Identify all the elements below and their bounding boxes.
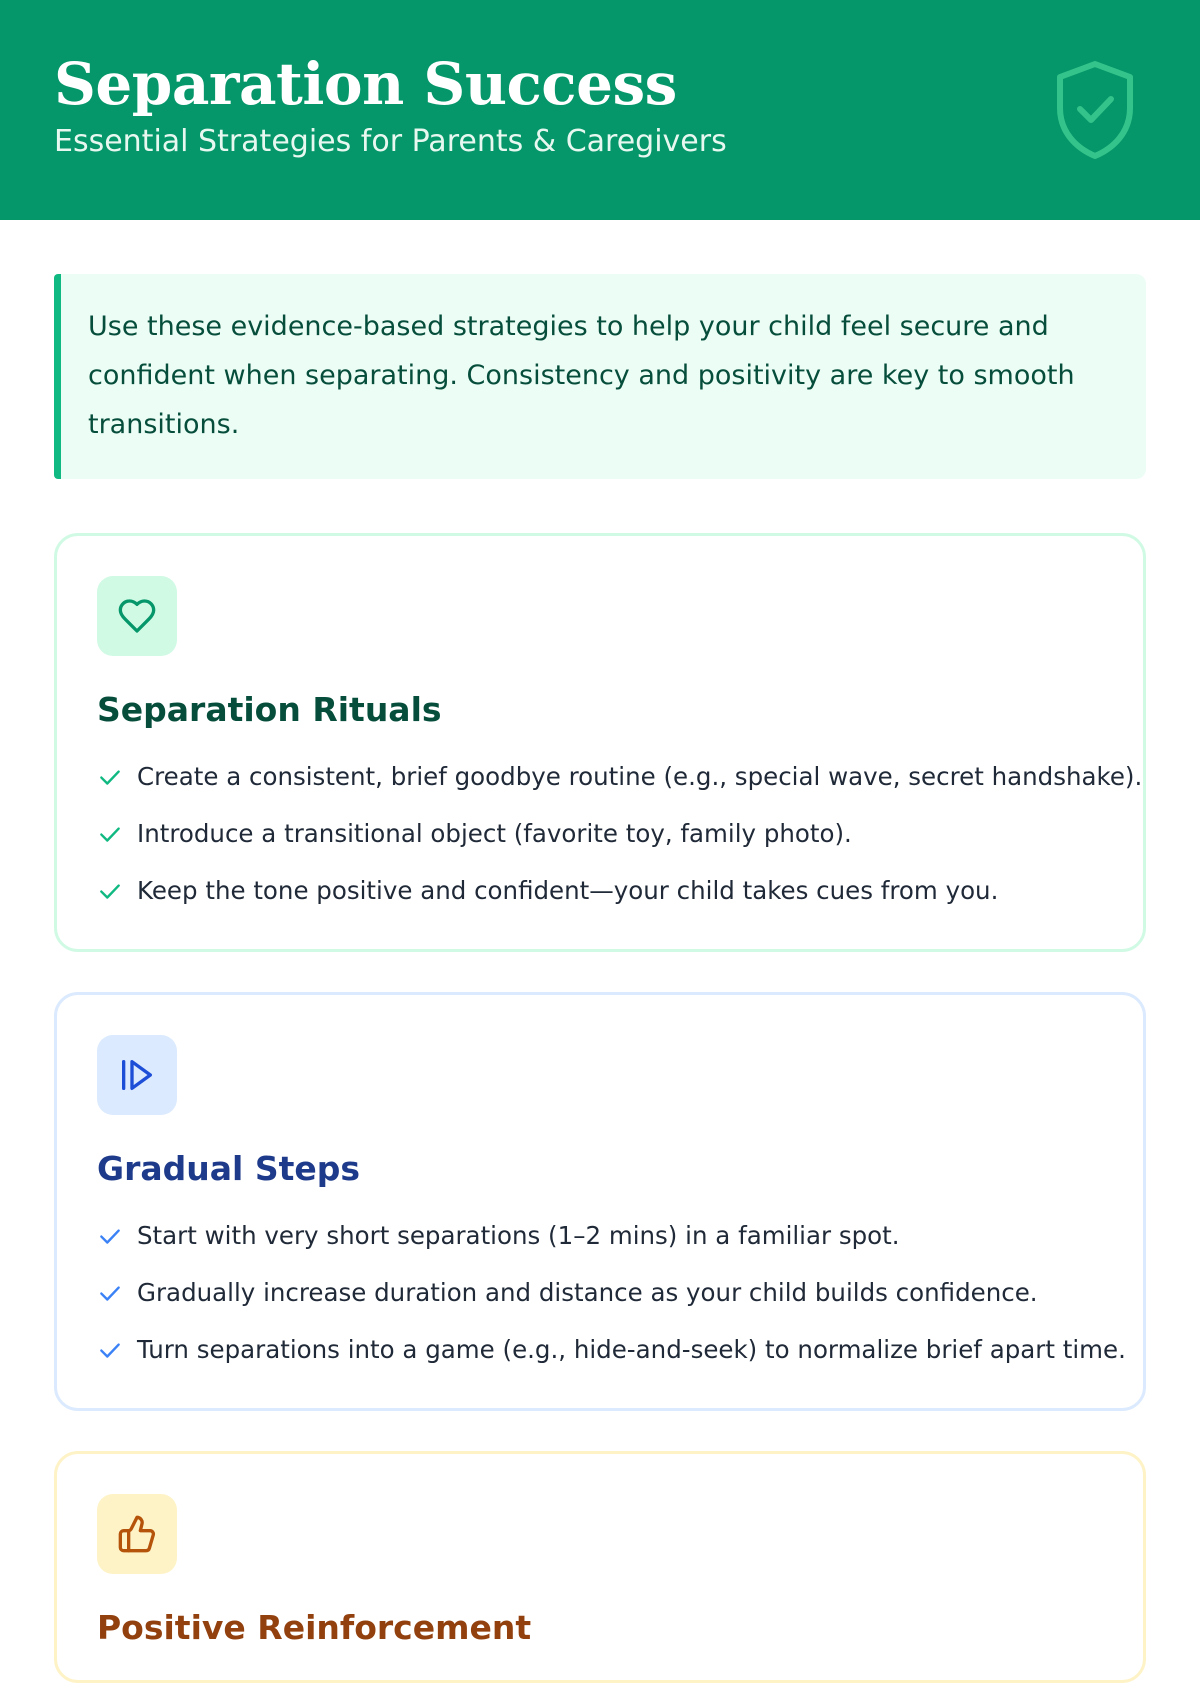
heart-icon (117, 596, 157, 636)
section-card-separation-rituals (54, 533, 1146, 952)
list-item-text: Turn separations into a game (e.g., hide-and-seek) to normalize brief apart time. (137, 1335, 1126, 1364)
list-item-text: Create a consistent, brief goodbye routine (e.g., special wave, secret handshake). (137, 762, 1143, 791)
thumbs-up-icon (117, 1514, 157, 1554)
section-title: Positive Reinforcement (97, 1608, 532, 1647)
list-item-text: Gradually increase duration and distance as your child builds confidence. (137, 1278, 1038, 1307)
page-header (0, 0, 1200, 220)
check-icon (97, 764, 137, 790)
section-title: Separation Rituals (97, 690, 442, 729)
section-card-positive-reinforcement (54, 1451, 1146, 1683)
check-icon (97, 1280, 137, 1306)
list-item (97, 1207, 1103, 1264)
section-icon-box (97, 1035, 177, 1115)
section-list (97, 1207, 1126, 1378)
section-icon-box (97, 1494, 177, 1574)
intro-text: Use these evidence-based strategies to help your child feel secure and confident when separating. Consistency and positivity are key to smooth transitions. (88, 311, 1075, 440)
section-list (97, 748, 1143, 919)
check-icon (97, 1223, 137, 1249)
check-icon (97, 1337, 137, 1363)
list-item-text: Start with very short separations (1–2 mins) in a familiar spot. (137, 1221, 900, 1250)
section-card-gradual-steps (54, 992, 1146, 1411)
page-title: Separation Success (54, 50, 677, 118)
list-item (97, 748, 1143, 805)
list-item (97, 805, 1103, 862)
list-item (97, 1321, 1126, 1378)
list-item-text: Keep the tone positive and confident—your child takes cues from you. (137, 876, 999, 905)
list-item-text: Introduce a transitional object (favorite toy, family photo). (137, 819, 852, 848)
list-item (97, 862, 1103, 919)
intro-callout (54, 274, 1146, 479)
list-item (97, 1264, 1103, 1321)
shield-check-icon (1052, 58, 1138, 162)
section-title: Gradual Steps (97, 1149, 361, 1188)
check-icon (97, 821, 137, 847)
page-subtitle: Essential Strategies for Parents & Caregivers (54, 124, 727, 159)
section-icon-box (97, 576, 177, 656)
step-forward-icon (117, 1055, 157, 1095)
main-content (0, 220, 1200, 1683)
check-icon (97, 878, 137, 904)
